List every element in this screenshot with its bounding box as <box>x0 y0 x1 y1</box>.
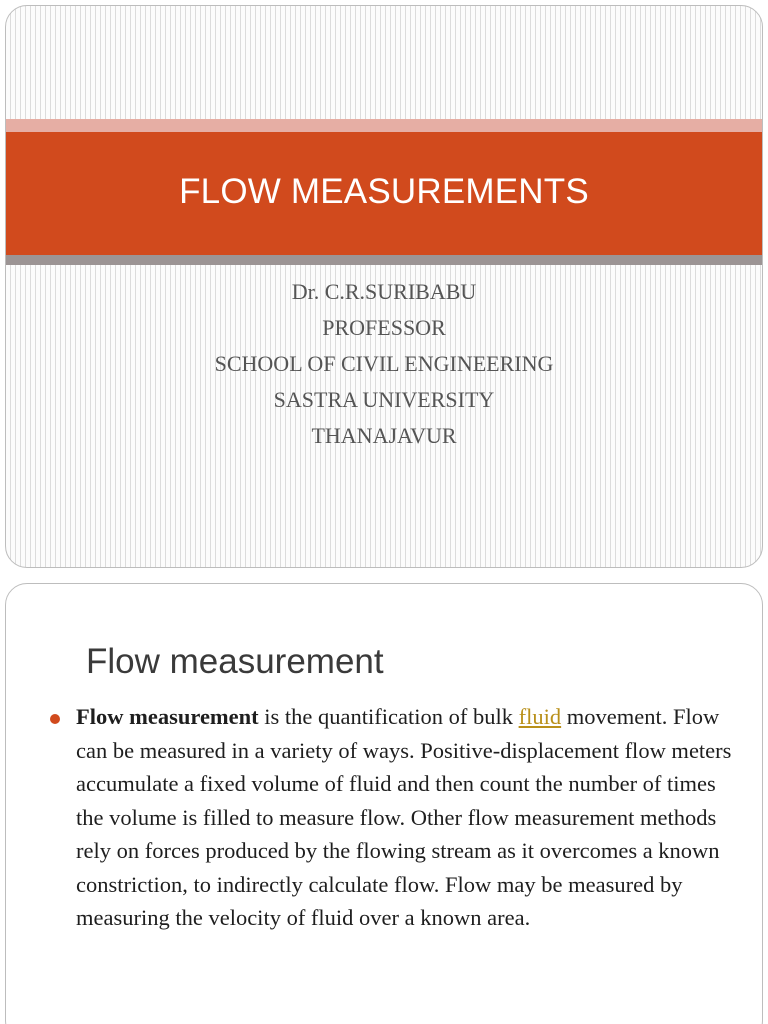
title-accent-bar-bottom <box>6 255 762 265</box>
title-accent-bar-top <box>6 119 762 132</box>
bullet-text-after-link: movement. Flow can be measured in a variety of ways. Positive-displacement flow meters accumulate a fixed volume of fluid and then count the number of times the volume is filled to measure flow. Other flow measurement methods rely on forces produced by the flowing stream as it overcomes a known constriction, to indirectly calculate flow. Flow may be measured by measuring the velocity of fluid over a known area. <box>76 704 732 930</box>
bullet-dot-icon <box>50 714 60 724</box>
bullet-bold-lead: Flow measurement <box>76 704 259 729</box>
title-band <box>6 132 762 255</box>
author-university: SASTRA UNIVERSITY <box>273 387 495 412</box>
content-slide <box>5 583 763 1024</box>
fluid-link[interactable]: fluid <box>518 704 562 729</box>
author-city: THANAJAVUR <box>311 423 457 448</box>
slide-heading: Flow measurement <box>86 642 384 681</box>
author-position: PROFESSOR <box>322 315 446 340</box>
slide-title: FLOW MEASUREMENTS <box>179 171 589 211</box>
title-slide <box>5 5 763 568</box>
bullet-item <box>50 700 740 935</box>
author-info <box>6 274 762 454</box>
author-name: Dr. C.R.SURIBABU <box>291 279 477 304</box>
author-school: SCHOOL OF CIVIL ENGINEERING <box>214 351 554 376</box>
bullet-text-before-link: is the quantification of bulk <box>258 704 519 729</box>
bullet-paragraph <box>76 700 740 935</box>
